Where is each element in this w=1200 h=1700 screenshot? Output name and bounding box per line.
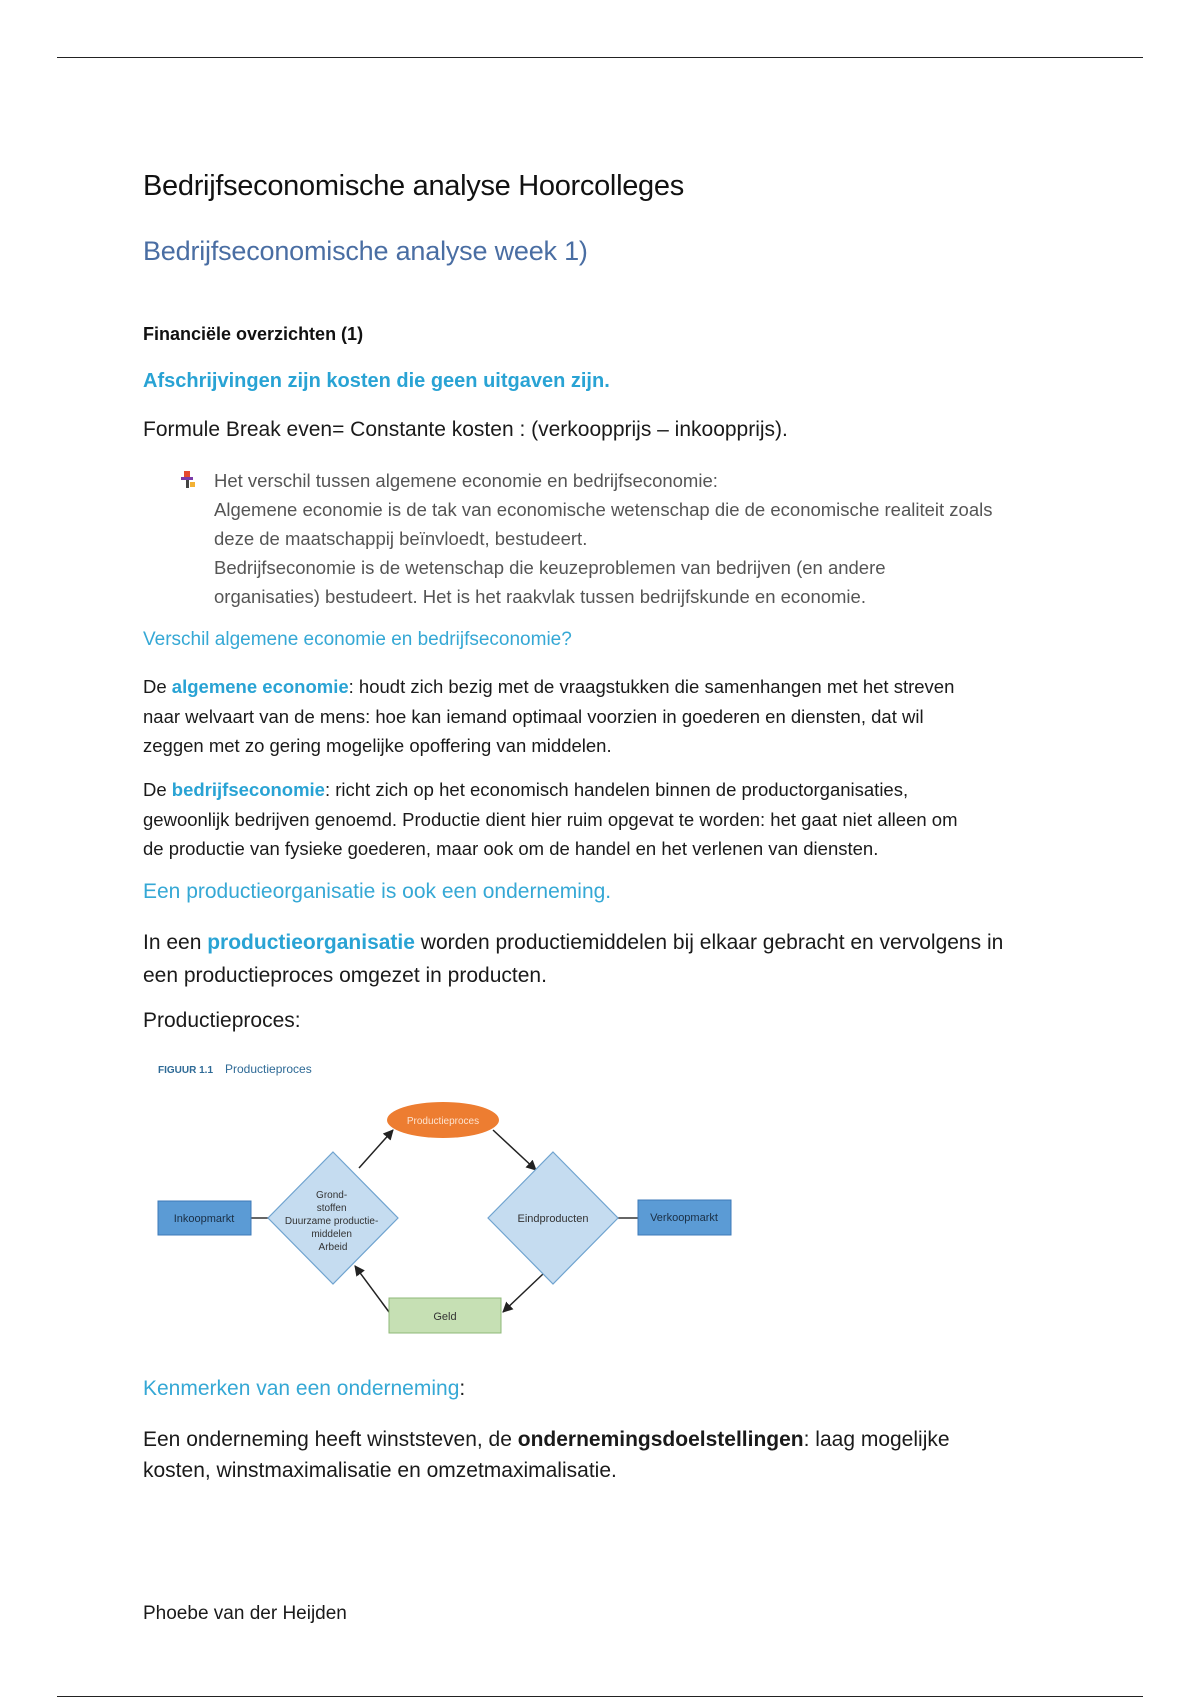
document-subtitle: Bedrijfseconomische analyse week 1) xyxy=(143,236,588,266)
kenmerken-label: Kenmerken van een onderneming xyxy=(143,1377,460,1400)
top-rule xyxy=(57,57,1143,58)
bullet-line: Algemene economie is de tak van economische wetenschap die de economische realiteit zoals xyxy=(214,499,993,520)
para-line: naar welvaart van de mens: hoe kan iemand optimaal voorzien in goederen en diensten, dat wil xyxy=(143,705,924,727)
para-prefix: De xyxy=(143,676,172,697)
break-even-formula: Formule Break even= Constante kosten : (verkoopprijs – inkoopprijs). xyxy=(143,418,788,441)
question-heading: Verschil algemene economie en bedrijfseconomie? xyxy=(143,629,572,650)
kenmerken-heading xyxy=(143,1377,465,1401)
paragraph-onderneming xyxy=(143,1424,1058,1486)
para-line: kosten, winstmaximalisatie en omzetmaximalisatie. xyxy=(143,1459,617,1482)
input-line: stoffen xyxy=(316,1203,347,1214)
bullet-line: Bedrijfseconomie is de wetenschap die keuzeproblemen van bedrijven (en andere xyxy=(214,557,886,578)
production-process-figure xyxy=(143,1052,733,1342)
arrow-to-productieproces xyxy=(359,1130,393,1168)
input-line: middelen xyxy=(311,1229,352,1240)
para-line: gewoonlijk bedrijven genoemd. Productie dient hier ruim opgevat te worden: het gaat niet alleen om xyxy=(143,808,958,830)
para-text: worden productiemiddelen bij elkaar gebracht en vervolgens in xyxy=(414,931,1004,954)
bullet-line: deze de maatschappij beïnvloedt, bestudeert. xyxy=(214,528,588,549)
bottom-rule xyxy=(57,1696,1143,1697)
highlight-statement: Afschrijvingen zijn kosten die geen uitgaven zijn. xyxy=(143,370,610,392)
para-prefix: De xyxy=(143,779,172,800)
para-prefix: In een xyxy=(143,931,208,954)
bullet-text xyxy=(214,466,1064,611)
section-heading: Financiële overzichten (1) xyxy=(143,324,364,344)
kenmerken-colon: : xyxy=(459,1377,466,1400)
document-title: Bedrijfseconomische analyse Hoorcolleges xyxy=(143,170,684,202)
figure-caption-title: Productieproces xyxy=(225,1062,312,1076)
keyword-productieorganisatie: productieorganisatie xyxy=(207,931,415,954)
eindproducten-label: Eindproducten xyxy=(517,1213,589,1225)
para-text: : houdt zich bezig met de vraagstukken die samenhangen met het streven xyxy=(348,676,955,697)
verkoopmarkt-label: Verkoopmarkt xyxy=(650,1212,718,1224)
arrow-to-geld xyxy=(503,1274,543,1312)
para-text: : richt zich op het economisch handelen binnen de productorganisaties, xyxy=(324,779,909,800)
productieproces-label: Productieproces xyxy=(406,1116,480,1127)
paragraph-algemene-economie xyxy=(143,672,1058,761)
bullet-line: organisaties) bestudeert. Het is het raakvlak tussen bedrijfskunde en economie. xyxy=(214,586,866,607)
keyword-bedrijfseconomie: bedrijfseconomie xyxy=(171,779,325,800)
process-diagram xyxy=(143,1052,733,1342)
para-line: een productieproces omgezet in producten. xyxy=(143,964,547,987)
figure-caption-number: FIGUUR 1.1 xyxy=(158,1065,214,1076)
input-line: Grond- xyxy=(316,1190,348,1201)
subheading-productieorganisatie: Een productieorganisatie is ook een onderneming. xyxy=(143,880,612,903)
bullet-icon xyxy=(178,470,198,490)
paragraph-productieorganisatie xyxy=(143,926,1058,992)
keyword-algemene-economie: algemene economie xyxy=(171,676,349,697)
keyword-ondernemingsdoelstellingen: ondernemingsdoelstellingen xyxy=(517,1428,804,1451)
arrow-to-eindproducten xyxy=(493,1130,536,1170)
geld-label: Geld xyxy=(433,1311,457,1323)
arrow-to-input xyxy=(355,1266,389,1312)
para-text: : laag mogelijke xyxy=(803,1428,950,1451)
paragraph-bedrijfseconomie xyxy=(143,775,1058,864)
para-line: zeggen met zo gering mogelijke opoffering van middelen. xyxy=(143,735,612,756)
input-line: Duurzame productie- xyxy=(284,1216,379,1227)
input-line: Arbeid xyxy=(318,1242,348,1253)
inkoopmarkt-label: Inkoopmarkt xyxy=(173,1213,235,1225)
para-line: de productie van fysieke goederen, maar ook om de handel en het verlenen van diensten. xyxy=(143,838,879,859)
bullet-line: Het verschil tussen algemene economie en bedrijfseconomie: xyxy=(214,470,718,491)
process-label: Productieproces: xyxy=(143,1009,301,1032)
author-footer: Phoebe van der Heijden xyxy=(143,1603,347,1624)
para-prefix: Een onderneming heeft winststeven, de xyxy=(143,1428,518,1451)
